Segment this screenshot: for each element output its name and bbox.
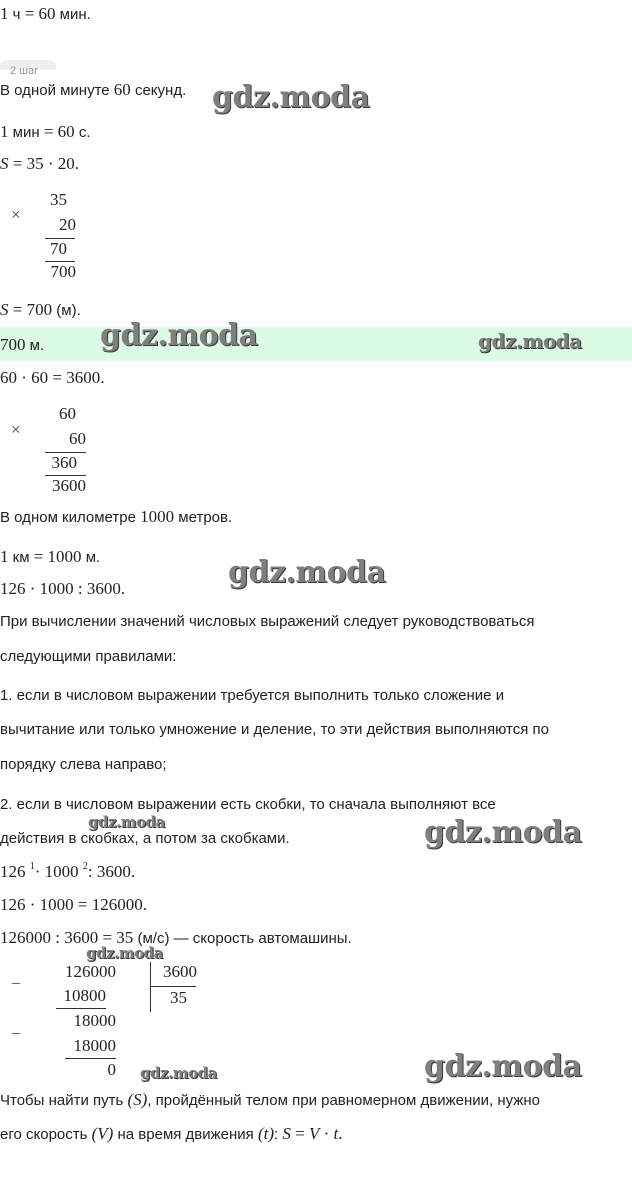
calc-row: 20: [59, 215, 76, 234]
division-rule: [65, 1058, 116, 1059]
calc-row: 35: [50, 190, 67, 209]
line-km-equals: 1 км = 1000 м.: [0, 547, 101, 566]
rule-1-line: 1. если в числовом выражении требуется выполнить только сложение и: [0, 687, 505, 704]
rule-1-line: вычитание или только умножение и деление, то эти действия выполняются по: [0, 721, 549, 738]
minus-sign: −: [11, 1024, 21, 1043]
multiply-sign: ×: [11, 205, 21, 224]
division-subtrahend: 18000: [73, 1036, 116, 1055]
line-product: 126 · 1000 = 126000.: [0, 895, 147, 914]
calc-row: 700: [50, 262, 76, 281]
division-quotient: 35: [170, 988, 187, 1007]
rule-2-line: действия в скобках, а потом за скобками.: [0, 830, 290, 847]
line-60-60: 60 · 60 = 3600.: [0, 368, 105, 387]
step-marker: 2: [82, 861, 88, 872]
watermark-logo: gdz.moda: [100, 318, 258, 353]
line-order-of-operations: 126 $^1$· 1000 $^2$: 3600.: [0, 861, 136, 881]
watermark-logo: gdz.moda: [88, 813, 165, 831]
watermark-logo: gdz.moda: [424, 1049, 582, 1084]
rule-2-line: 2. если в числовом выражении есть скобки, то сначала выполняют все: [0, 796, 496, 813]
division-subtrahend: 10800: [63, 986, 106, 1005]
line-min-equals: 1 мин = 60 с.: [0, 122, 91, 141]
line-speed-result: 126000 : 3600 = 35 (м/с) — скорость автомашины.: [0, 928, 352, 947]
line-answer-700: 700 м.: [0, 335, 45, 354]
calc-row: 60: [59, 404, 76, 423]
formula-paragraph-line: его скорость (V) на время движения (t): S = V · t.: [0, 1124, 343, 1143]
line-hours-minutes: 1 ч = 60 мин.: [0, 4, 91, 23]
watermark-logo: gdz.moda: [140, 1064, 217, 1082]
line-s-expression: S = 35 · 20.: [0, 154, 79, 173]
rules-paragraph-line: При вычислении значений числовых выражений следует руководствоваться: [0, 613, 535, 630]
line-km-meters: В одном километре 1000 метров.: [0, 507, 233, 526]
line-s-result: S = 700 (м).: [0, 300, 81, 319]
division-rule: [56, 1008, 106, 1009]
division-dividend: 126000: [65, 962, 116, 981]
watermark-logo: gdz.moda: [424, 815, 582, 850]
rule-1-line: порядку слева направо;: [0, 756, 167, 773]
division-rule: [150, 986, 196, 987]
calc-row: 3600: [52, 476, 86, 495]
line-minute-seconds: В одной минуте 60 секунд.: [0, 80, 187, 99]
calc-row: 360: [51, 453, 77, 472]
multiply-sign: ×: [11, 420, 21, 439]
calc-row: 70: [50, 239, 67, 258]
line-expression: 126 · 1000 : 3600.: [0, 579, 126, 598]
division-remainder: 0: [107, 1060, 116, 1079]
division-remainder: 18000: [73, 1011, 116, 1030]
calc-row: 60: [69, 429, 86, 448]
step-label: 2 шаг: [0, 60, 56, 70]
minus-sign: −: [11, 974, 21, 993]
watermark-logo: gdz.moda: [212, 80, 370, 115]
watermark-logo: gdz.moda: [86, 944, 163, 962]
formula-paragraph-line: Чтобы найти путь (S), пройдённый телом при равномерном движении, нужно: [0, 1090, 540, 1109]
watermark-logo: gdz.moda: [228, 555, 386, 590]
step-marker: 1: [29, 861, 35, 872]
division-divisor: 3600: [163, 962, 197, 981]
rules-paragraph-line: следующими правилами:: [0, 648, 177, 665]
watermark-logo: gdz.moda: [478, 329, 582, 353]
